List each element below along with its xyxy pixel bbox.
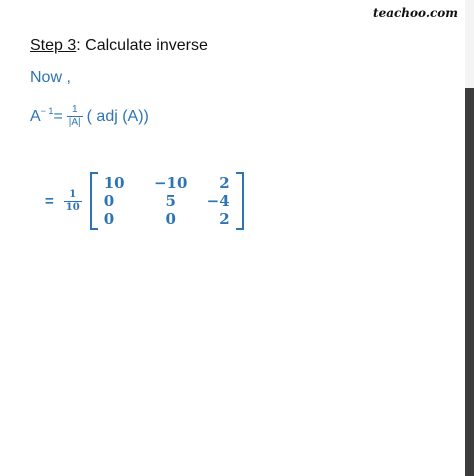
- fraction-denominator: |A|: [68, 117, 81, 128]
- result-matrix: [98, 174, 236, 228]
- matrix-cell: 0: [103, 192, 115, 210]
- result-expression: [45, 172, 244, 230]
- matrix-cell: 0: [165, 210, 176, 228]
- step-text: : Calculate inverse: [76, 37, 208, 54]
- result-denominator: 10: [65, 201, 80, 213]
- fraction-numerator: 1: [71, 104, 78, 115]
- step-label: Step 3: [30, 37, 77, 54]
- matrix-cell: −10: [153, 174, 188, 192]
- step-heading: [30, 37, 208, 55]
- inverse-formula: [30, 104, 149, 129]
- formula-fraction: [67, 104, 83, 129]
- matrix-cell: 2: [219, 174, 230, 192]
- formula-lhs: A: [30, 107, 41, 125]
- vertical-scrollbar[interactable]: [465, 0, 474, 474]
- formula-rhs: ( adj (A)): [86, 107, 149, 125]
- now-text: Now ,: [30, 69, 71, 86]
- matrix-cell: 0: [103, 210, 115, 228]
- formula-equals: =: [53, 107, 63, 125]
- matrix-cell: −4: [206, 192, 230, 210]
- matrix-left-bracket: [90, 172, 98, 230]
- formula-superscript: − 1: [40, 105, 54, 116]
- result-equals: =: [45, 192, 54, 210]
- matrix-right-bracket: [236, 172, 244, 230]
- matrix-cell: 5: [165, 192, 176, 210]
- scrollbar-thumb[interactable]: [465, 88, 474, 476]
- matrix-cell: 10: [103, 174, 125, 192]
- result-numerator: 1: [69, 188, 77, 200]
- matrix-cell: 2: [219, 210, 230, 228]
- result-fraction: [64, 189, 82, 214]
- brand-logo-text: teachoo.com: [373, 6, 458, 20]
